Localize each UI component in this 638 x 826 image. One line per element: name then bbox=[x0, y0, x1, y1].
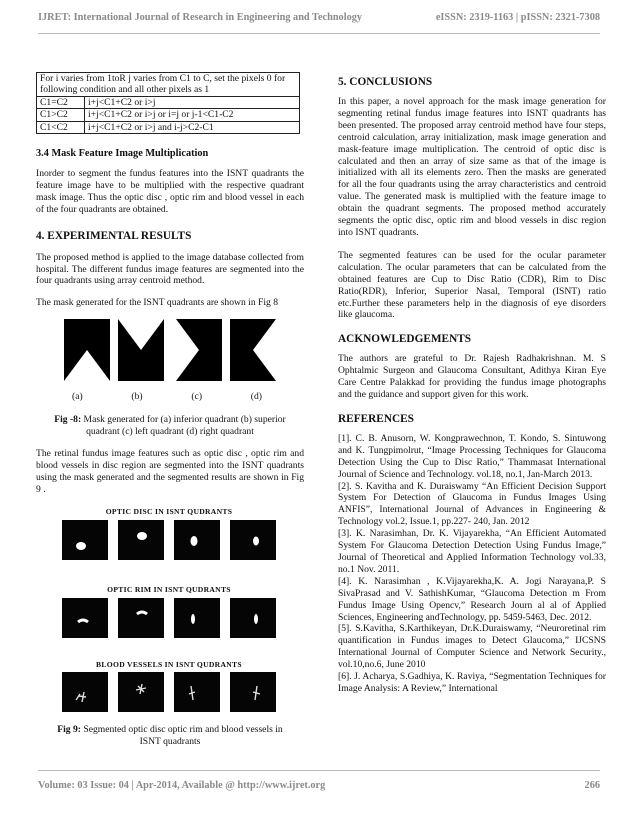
fig9-tile bbox=[230, 672, 276, 712]
fig9-tile bbox=[62, 672, 108, 712]
fig9-tile bbox=[62, 598, 108, 638]
fig9-row-optic-disc bbox=[62, 520, 276, 560]
fig9-tile bbox=[62, 520, 108, 560]
fig8-image bbox=[60, 319, 280, 381]
section-4-paragraph: The mask generated for the ISNT quadrants are shown in Fig 8 bbox=[36, 297, 279, 309]
table-row bbox=[37, 109, 300, 121]
reference-item: [2]. S. Kavitha and K. Duraiswamy “An Efficient Decision Support System For Detection of Glaucoma in Fundus Images Using ANFIS”, International Journal of Advances in Engineering & Technology vol.2, Issue.1, pp.227- 240, Jan. 2012 bbox=[338, 480, 606, 528]
table-row bbox=[37, 121, 300, 133]
issn: eISSN: 2319-1163 | pISSN: 2321-7308 bbox=[435, 12, 600, 23]
fig9-tile bbox=[118, 672, 164, 712]
fig9-tile bbox=[230, 520, 276, 560]
page-footer bbox=[38, 780, 600, 791]
fig8-caption bbox=[36, 414, 304, 438]
table-cell: C1=C2 bbox=[37, 96, 85, 108]
fig9-caption-label: Fig 9: bbox=[57, 723, 81, 735]
header-rule bbox=[38, 33, 600, 34]
acknowledgements-text: The authors are grateful to Dr. Rajesh Radhakrishnan. M. S Ophtalmic Surgeon and Glaucoma Consultant, Adithya Kiran Eye Care Centre Palakkad for providing the fundus image photographs and the guidance and support given for this work. bbox=[338, 353, 606, 401]
fig8-labels bbox=[36, 391, 304, 403]
section-5-title: 5. CONCLUSIONS bbox=[338, 76, 433, 88]
reference-item: [5]. S.Kavitha, S.Karthikeyan, Dr.K.Duraiswamy, “Neuroretinal rim quantification in Fundus images to Detect Glaucoma,” IJCSNS International Journal of Computer Science and Network Security., vol.10,no.6, June 2010 bbox=[338, 623, 606, 671]
fig9-band-title: OPTIC DISC IN ISNT QUDRANTS bbox=[105, 506, 233, 516]
fig9-image bbox=[58, 504, 280, 714]
fig9-caption bbox=[36, 724, 304, 748]
fig9-row-blood-vessels bbox=[62, 672, 276, 712]
fig9-tile bbox=[118, 520, 164, 560]
fig9-tile bbox=[118, 598, 164, 638]
reference-item: [3]. K. Narasimhan, Dr. K. Vijayarekha, “An Efficient Automated System For Glaucoma Detection Detection Using Fundus Image,” Journal of Theoretical and Applied Information Technology vol.33, no.1 Nov. 2011. bbox=[338, 528, 606, 575]
fig8-label: (c) bbox=[191, 391, 203, 403]
page-number: 266 bbox=[584, 780, 600, 791]
journal-name: IJRET: International Journal of Research in Engineering and Technology bbox=[38, 12, 363, 23]
fig8-caption-text: Mask generated for (a) inferior quadrant (b) superior quadrant (c) left quadrant (d) right quadrant bbox=[81, 414, 286, 438]
table-cell: i+j<C1+C2 or i>j and i-j>C2-C1 bbox=[85, 121, 300, 133]
fig8-caption-label: Fig -8: bbox=[54, 414, 82, 426]
table-row bbox=[37, 73, 300, 97]
page-header bbox=[38, 12, 600, 23]
table-row bbox=[37, 96, 300, 108]
fig9-band-title: OPTIC RIM IN ISNT QUDRANTS bbox=[107, 584, 231, 594]
reference-item: [6]. J. Acharya, S.Gadhiya, K. Raviya, “Segmentation Techniques for Image Analysis: A Review,” International bbox=[338, 671, 606, 694]
fig9-tile bbox=[230, 598, 276, 638]
section-4-title: 4. EXPERIMENTAL RESULTS bbox=[36, 229, 192, 242]
section-3-4-text: Inorder to segment the fundus features into the ISNT quadrants the feature image have to be multiplied with the respective quadrant mask image. Thus the optic disc , optic rim and blood vessel in each of the four quadrants are obtained. bbox=[36, 168, 304, 215]
reference-item: [1]. C. B. Anusorn, W. Kongprawechnon, T. Kondo, S. Sintuwong and K. Tungpimolrut, “Image Processing Techniques for Glaucoma Detection Using the Cup to Disc Ratio,” Thammasat International Journal of Science and Technology. vol.18, no.1, Jan-March 2013. bbox=[338, 432, 606, 480]
table-cell: C1>C2 bbox=[37, 109, 85, 121]
table-cell: C1<C2 bbox=[37, 121, 85, 133]
fig8-masks bbox=[36, 319, 304, 381]
condition-table bbox=[36, 72, 300, 134]
conclusions-paragraph: In this paper, a novel approach for the mask image generation for segmenting retinal fundus image features into ISNT quadrants has been presented. The proposed array centroid method have four steps, centroid calculation, array initialization, mask image generation and mask-feature image multiplication. The centroid of optic disc is calculated and then an array of size same as that of the image is initialized with all its elements zero. Then the masks are generated for all the four quadrants using the array characteristics and centroid value. The generated mask is multiplied with the feature image to obtain the quadrant segments. The proposed method accurately segments the optic disc, optic rim and blood vessels in disc region into ISNT quadrants. bbox=[338, 96, 606, 238]
table-cell: i+j<C1+C2 or i>j or i=j or j-1<C1-C2 bbox=[85, 109, 300, 121]
acknowledgements-title: ACKNOWLEDGEMENTS bbox=[338, 333, 472, 346]
fig9-row-optic-rim bbox=[62, 598, 276, 638]
fig8-label: (d) bbox=[250, 391, 262, 403]
fig9-tile bbox=[174, 672, 220, 712]
section-4-paragraph: The retinal fundus image features such as optic disc , optic rim and blood vessels in disc region are segmented into the ISNT quadrants using the mask generated and the segmented results are shown in Fig 9 . bbox=[36, 448, 304, 495]
fig9-band-title: BLOOD VESSELS IN ISNT QUDRANTS bbox=[96, 659, 242, 669]
table-header: For i varies from 1toR j varies from C1 to C, set the pixels 0 for following condition and all other pixels as 1 bbox=[37, 73, 300, 97]
reference-item: [4]. K. Narasimhan , K.Vijayarekha,K. A. Jogi Narayana,P. S SivaPrasad and V. SathishKumar, “Glaucoma Detection m From Fundus Image Using Opencv,” Research Journ al al of Applied Sciences, Engineering andTechnology, pp. 5459-5463, Dec. 2012. bbox=[338, 575, 606, 623]
fig9-tile bbox=[174, 520, 220, 560]
fig9-tile bbox=[174, 598, 220, 638]
fig8-label: (a) bbox=[72, 391, 83, 403]
section-4-paragraph: The proposed method is applied to the image database collected from hospital. The different fundus image features are segmented into the four quadrants using array centroid method. bbox=[36, 251, 304, 287]
left-column bbox=[36, 72, 304, 747]
fig8-label: (b) bbox=[131, 391, 143, 403]
footer-rule bbox=[38, 770, 600, 771]
table-cell: i+j<C1+C2 or i>j bbox=[85, 96, 300, 108]
references-title: REFERENCES bbox=[338, 412, 414, 425]
fig9-caption-text: Segmented optic disc optic rim and blood vessels in ISNT quadrants bbox=[81, 723, 283, 747]
right-column bbox=[338, 76, 606, 695]
issue-info: Volume: 03 Issue: 04 | Apr-2014, Available @ http://www.ijret.org bbox=[38, 780, 326, 791]
section-3-4-title: 3.4 Mask Feature Image Multiplication bbox=[36, 148, 209, 160]
conclusions-paragraph: The segmented features can be used for the ocular parameter calculation. The ocular parameters that can be calculated from the obtained features are Cup to Disc Ratio (CDR), Rim to Disc Ratio(RDR), Inferior, Superior Nasal, Temporal (ISNT) ratio etc.Further these parameters help in the diagnosis of eye disorders like glaucoma. bbox=[338, 249, 606, 321]
references-list bbox=[338, 433, 606, 695]
